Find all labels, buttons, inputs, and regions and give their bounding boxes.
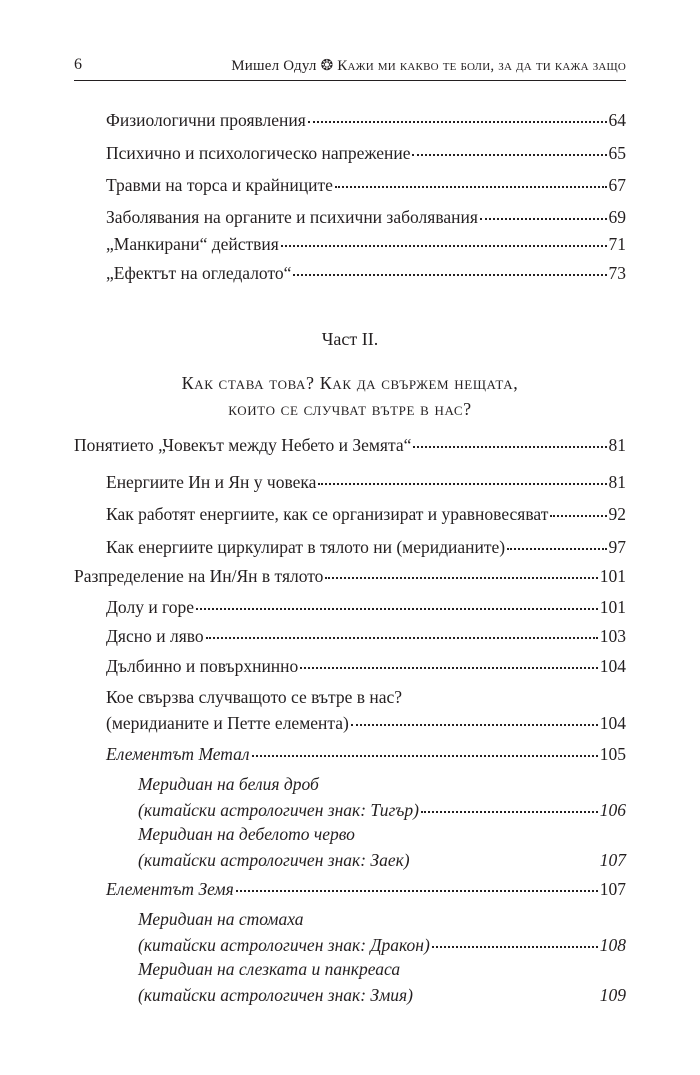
toc-entry[interactable] (74, 562, 626, 588)
toc-entry-page: 109 (599, 984, 626, 1005)
toc-entry[interactable] (106, 171, 626, 197)
toc-entry-title: Дълбинно и повърхнинно (106, 655, 299, 676)
toc-entry-title: (китайски астрологичен знак: Дракон) (138, 934, 430, 955)
dot-leader (507, 530, 606, 550)
toc-entry-page: 107 (599, 849, 626, 870)
dot-leader (335, 168, 607, 188)
toc-entry-title: Елементът Метал (106, 743, 250, 764)
ornament-separator: ❂ (320, 58, 334, 74)
toc-entry[interactable] (138, 981, 626, 1007)
toc-entry-title[interactable]: Меридиан на стомаха (138, 909, 304, 929)
toc-entry-title: Как работят енергиите, как се организират и уравновесяват (106, 503, 549, 524)
toc-entry-page: 104 (599, 712, 626, 733)
toc-entry-title: „Ефектът на огледалото“ (106, 262, 292, 283)
toc-entry-title: Долу и горе (106, 596, 195, 617)
author-name: Мишел Одул (231, 58, 317, 74)
toc-entry[interactable] (106, 468, 626, 494)
toc-entry-title[interactable]: Меридиан на белия дроб (138, 774, 319, 794)
dot-leader (412, 136, 606, 156)
toc-entry-page: 104 (599, 655, 626, 676)
toc-entry-title: Травми на торса и крайниците (106, 174, 333, 195)
toc-entry[interactable] (106, 230, 626, 256)
toc-entry[interactable] (106, 139, 626, 165)
dot-leader (480, 200, 607, 220)
toc-entry[interactable] (106, 203, 626, 229)
toc-entry-title: Как енергиите циркулират в тялото ни (меридианите) (106, 536, 506, 557)
toc-entry-page: 67 (608, 174, 626, 195)
toc-entry-page: 71 (608, 233, 626, 254)
toc-entry-title: (китайски астрологичен знак: Тигър) (138, 799, 419, 820)
toc-entry-page: 69 (608, 206, 626, 227)
toc-entry-title: Дясно и ляво (106, 625, 204, 646)
toc-entry[interactable] (106, 500, 626, 526)
toc-entry-page: 81 (608, 434, 626, 455)
toc-entry-title: Енергиите Ин и Ян у човека (106, 471, 317, 492)
dot-leader (318, 465, 606, 485)
toc-entry-title: Заболявания на органите и психични заболявания (106, 206, 478, 227)
dot-leader (308, 103, 607, 123)
toc-entry-title: (меридианите и Петте елемента) (106, 712, 349, 733)
toc-entry-title: „Манкирани“ действия (106, 233, 279, 254)
toc-entry-title: Елементът Земя (106, 878, 234, 899)
toc-entry[interactable] (106, 533, 626, 559)
toc-entry-page: 107 (599, 878, 626, 899)
dot-leader (252, 737, 598, 757)
dot-leader (413, 428, 606, 448)
dot-leader (325, 559, 597, 579)
part-subtitle (74, 370, 626, 422)
toc-entry[interactable] (138, 796, 626, 822)
toc-entry-title[interactable]: Меридиан на дебелото черво (138, 824, 355, 844)
part-subtitle-line: Как става това? Как да свържем нещата, (181, 373, 519, 393)
dot-leader (281, 227, 607, 247)
dot-leader (300, 649, 597, 669)
toc-entry-title: (китайски астрологичен знак: Змия) (138, 984, 413, 1005)
toc-entry-title: Физиологични проявления (106, 109, 306, 130)
dot-leader (432, 928, 598, 948)
toc-entry-page: 97 (608, 536, 626, 557)
toc-entry[interactable] (106, 259, 626, 285)
dot-leader (421, 793, 598, 813)
dot-leader (293, 256, 606, 276)
toc-entry[interactable] (106, 740, 626, 766)
dot-leader (415, 978, 598, 998)
running-header (74, 54, 626, 80)
toc-entry-page: 65 (608, 142, 626, 163)
toc-entry-page: 103 (599, 625, 626, 646)
part-subtitle-line: които се случват вътре в нас? (228, 399, 472, 419)
toc-entry-page: 81 (608, 471, 626, 492)
toc-entry-page: 106 (599, 799, 626, 820)
toc-entry[interactable] (106, 875, 626, 901)
dot-leader (236, 872, 598, 892)
toc-entry[interactable] (106, 622, 626, 648)
toc-entry[interactable] (138, 931, 626, 957)
toc-entry-page: 92 (608, 503, 626, 524)
toc-entry-title: Психично и психологическо напрежение (106, 142, 411, 163)
toc-entry-title: (китайски астрологичен знак: Заек) (138, 849, 410, 870)
toc-entry[interactable] (138, 846, 626, 872)
toc-entry-page: 108 (599, 934, 626, 955)
toc-entry[interactable] (106, 652, 626, 678)
dot-leader (351, 706, 598, 726)
toc-entry-title[interactable]: Меридиан на слезката и панкреаса (138, 959, 401, 979)
part-title: Част II. (321, 329, 379, 349)
toc-entry-page: 101 (599, 596, 626, 617)
toc-entry-title: Понятието „Човекът между Небето и Земята“ (74, 434, 412, 455)
dot-leader (550, 497, 606, 517)
toc-entry-title: Разпределение на Ин/Ян в тялото (74, 565, 324, 586)
toc-entry[interactable] (106, 709, 626, 735)
toc-entry[interactable] (106, 593, 626, 619)
dot-leader (412, 843, 598, 863)
toc-entry-page: 105 (599, 743, 626, 764)
toc-entry-page: 101 (599, 565, 626, 586)
toc-entry-page: 64 (608, 109, 626, 130)
toc-entry[interactable] (106, 106, 626, 132)
page-number: 6 (74, 56, 82, 73)
toc-entry-page: 73 (608, 262, 626, 283)
book-title: Кажи ми какво те боли, за да ти кажа защо (337, 58, 626, 74)
dot-leader (206, 619, 598, 639)
toc-entry-title[interactable]: Кое свързва случващото се вътре в нас? (106, 687, 403, 707)
running-title (231, 56, 626, 75)
toc-entry[interactable] (74, 431, 626, 457)
header-rule (74, 80, 626, 81)
dot-leader (196, 590, 598, 610)
